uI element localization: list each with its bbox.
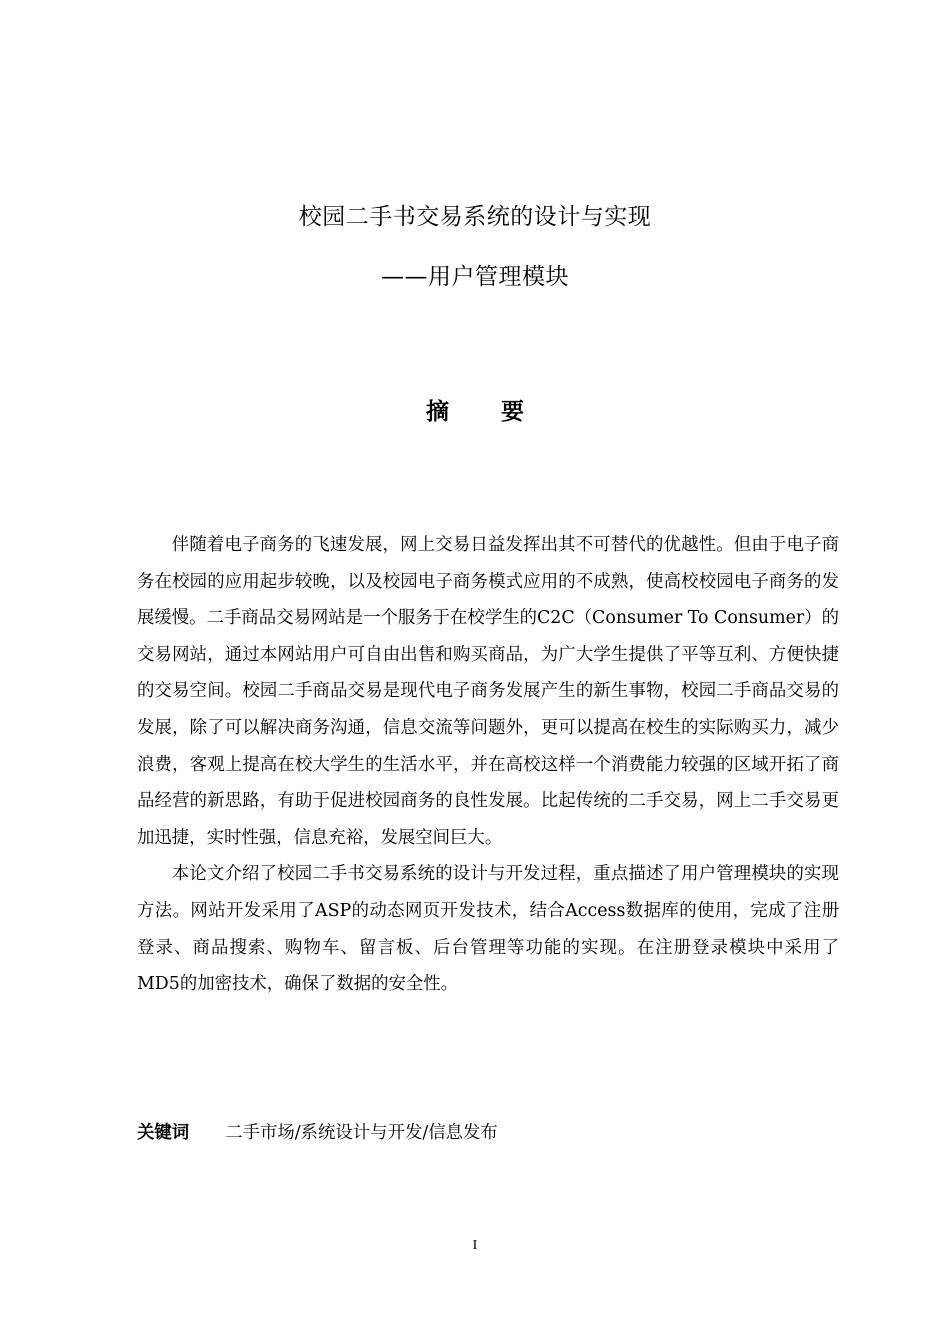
abstract-heading: 摘要 — [426, 399, 576, 425]
thesis-title: 校园二手书交易系统的设计与实现 — [298, 204, 652, 230]
abstract-body — [137, 527, 839, 1003]
abstract-paragraph: 本论文介绍了校园二手书交易系统的设计与开发过程，重点描述了用户管理模块的实现方法。网站开发采用了ASP的动态网页开发技术，结合Access数据库的使用，完成了注册登录、商品搜索、购物车、留言板、后台管理等功能的实现。在注册登录模块中采用了MD5的加密技术，确保了数据的安全性。 — [137, 864, 839, 995]
keywords-label: 关键词 — [137, 1123, 190, 1143]
thesis-subtitle: ——用户管理模块 — [381, 264, 569, 290]
keywords-line — [137, 1118, 498, 1148]
abstract-paragraph: 伴随着电子商务的飞速发展，网上交易日益发挥出其不可替代的优越性。但由于电子商务在校园的应用起步较晚，以及校园电子商务模式应用的不成熟，使高校校园电子商务的发展缓慢。二手商品交易网站是一个服务于在校学生的C2C（Consumer To Consumer）的交易网站，通过本网站用户可自由出售和购买商品，为广大学生提供了平等互利、方便快捷的交易空间。校园二手商品交易是现代电子商务发展产生的新生事物，校园二手商品交易的发展，除了可以解决商务沟通，信息交流等问题外，更可以提高在校生的实际购买力，减少浪费，客观上提高在校大学生的生活水平，并在高校这样一个消费能力较强的区域开拓了商品经营的新思路，有助于促进校园商务的良性发展。比起传统的二手交易，网上二手交易更加迅捷，实时性强，信息充裕，发展空间巨大。 — [137, 535, 840, 848]
keywords-text: 二手市场/系统设计与开发/信息发布 — [225, 1123, 498, 1143]
page-number: I — [472, 1238, 478, 1253]
